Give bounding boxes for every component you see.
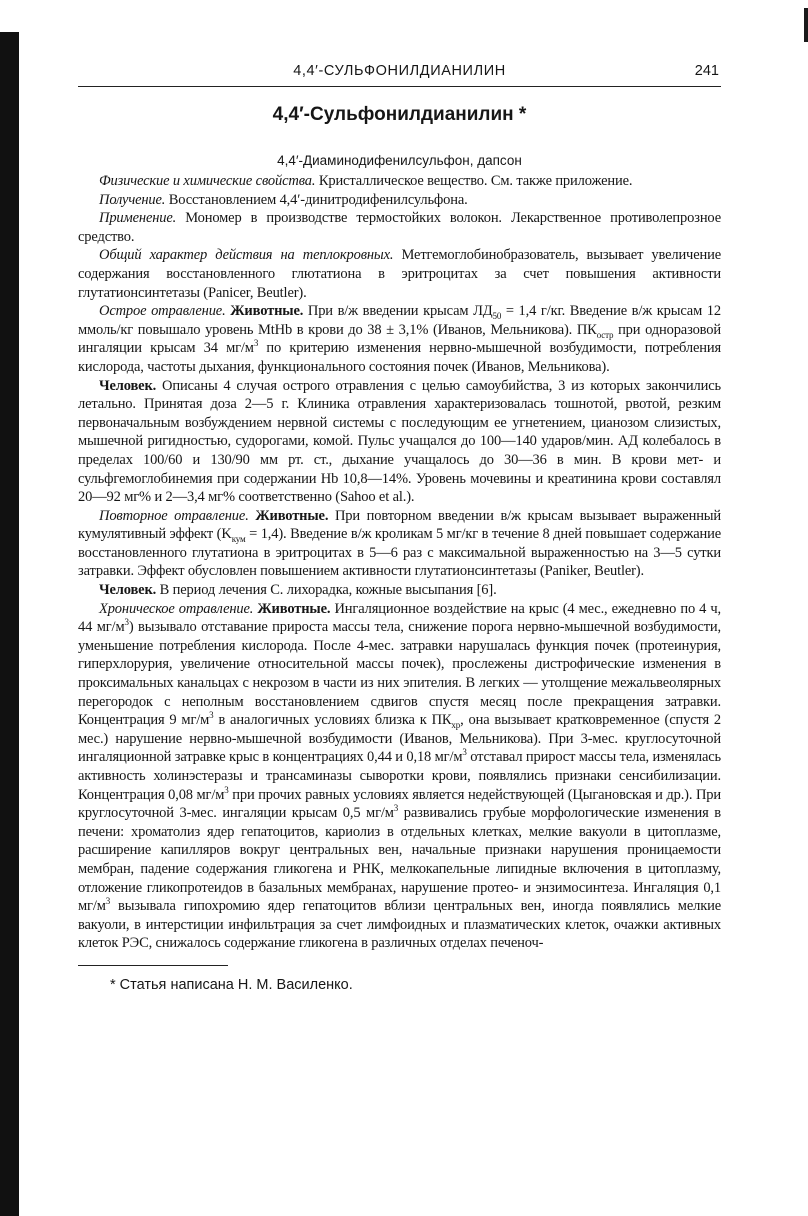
paragraph-properties [78,172,721,191]
paragraph-repeated-human [78,581,721,600]
scan-edge-shadow [0,32,19,1216]
scan-corner-mark [804,8,808,42]
subscript: хр [451,720,461,731]
paragraph-text: При в/ж введении крысам ЛД [303,303,493,320]
superscript: 3 [105,896,111,907]
footnote: * Статья написана Н. М. Василенко. [110,976,353,993]
paragraph-text: Кристаллическое вещество. См. также приложение. [315,173,633,189]
subscript: кум [231,534,246,545]
paragraph-production [78,191,721,210]
paragraph-text: при одноразовой ингаляции крысам 34 мг/м [78,321,721,357]
section-heading: Применение. [99,210,177,227]
paragraph-text: Ингаляционное воздействие на крыс (4 мес., ежедневно по 4 ч, 44 мг/м [78,600,721,636]
section-heading: Острое отравление. [99,303,226,320]
section-heading: Общий характер действия на теплокровных. [99,247,394,264]
paragraph-text: Восстановлением 4,4′-динитродифенилсульфона. [165,191,468,208]
synonyms-line: 4,4′-Диаминодифенилсульфон, дапсон [277,153,522,168]
section-heading: Физические и химические свойства. [99,173,316,189]
subject-label: Человек. [99,377,157,394]
paragraph-text: = 1,4 г/кг. Введение в/ж крысам 12 ммоль/кг повышало уровень MtHb в крови до 38 ± 3,1% (Иванов, Мельникова). ПК [78,303,721,338]
subject-label: Животные. [248,507,329,524]
paragraph-text: , она вызывает кратковременное (спустя 2 мес.) нарушение нервно-мышечной возбудимости (Иванов, Мельникова). При 3-мес. круглосуточной ингаляционной затравке крыс в концентрациях 0,44 и 0,18 мг/м [78,712,722,766]
paragraph-chronic-animals [78,600,721,953]
superscript: 3 [462,747,467,758]
book-page [78,56,721,993]
paragraph-text: вызывала гипохромию ядер гепатоцитов вблизи центральных вен, иногда появлялись мелкие вакуоли, в интерстиции инфильтрация за счет лимфоидных и плазматических клеток, очажки активных клеток РЭС, снижалось содержание гликогена в различных отделах печеноч- [78,898,721,952]
superscript: 3 [209,710,214,721]
subscript: 50 [492,311,502,322]
paragraph-acute-human [78,377,721,507]
superscript: 3 [224,784,229,795]
paragraph-repeated-animals [78,507,721,581]
paragraph-text: В период лечения С. лихорадка, кожные высыпания [6]. [156,582,497,599]
section-heading: Повторное отравление. [99,507,249,524]
superscript: 3 [393,803,399,814]
paragraph-text: ) вызывало отставание прироста массы тела, снижение порога нервно-мышечной возбудимости, уменьшение потребления кислорода. После 4-мес. затравки нарушалась функция почек (протеинурия, гиперхлорурия, увеличение относительной массы почек), прослежены дистрофические изменения в проксимальных канальцах с некрозом в части из них эпителия. В легких — утолщение межальвеолярных перегородок с неполным восстановлением сдвигов спустя месяц после прекращения затравки. Концентрация 9 мг/м [78,619,721,729]
paragraph-text: Мономер в производстве термостойких волокон. Лекарственное противолепрозное средство. [78,210,721,245]
running-header [78,56,721,87]
paragraph-text: при прочих равных условиях является недействующей (Цыгановская и др.). При круглосуточной 3-мес. ингаляции крысам 0,5 мг/м [78,786,721,822]
paragraph-text: отставал прирост массы тела, изменялась активность холинэстеразы и трансаминазы сыворотки крови, появлялись признаки сенсибилизации. Концентрация 0,08 мг/м [78,749,721,803]
paragraph-general-action [78,246,721,302]
section-heading: Получение. [99,191,166,208]
paragraph-text: Метгемоглобинобразователь, вызывает увеличение содержания восстановленного глютатиона в эритроцитах за счет повышения активности глутатионсинтетазы (Panicer, Beutler). [78,247,721,301]
paragraph-text: развивались грубые морфологические изменения в печени: хроматолиз ядер гепатоцитов, кариолиз в отдельных клетках, мелкие вакуоли в цитоплазме, расширение капилляров вокруг центральных вен, начальные признаки нарушения проницаемости мембран, падение содержания гликогена и РНК, мелкокапельные липидные включения в цитоплазму, отложение гликопротеидов в базальных мембранах, нарушение протео- и энзимосинтеза. Ингаляция 0,1 мг/м [78,805,721,915]
section-heading: Хроническое отравление. [99,600,254,617]
subject-label: Животные. [253,600,331,617]
paragraph-text: по критерию изменения нервно-мышечной возбудимости, потребления кислорода, частоты дыхания, функционального состояния почек (Иванов, Мельникова). [78,340,721,375]
superscript: 3 [124,617,129,628]
paragraph-text: = 1,4). Введение в/ж кроликам 5 мг/кг в течение 8 дней повышает содержание восстановленного глутатиона в эритроцитах в 5—6 раз с максимальной выраженностью на 3—5 сутки затравки. Эффект обусловлен повышением активности глутатионсинтетазы (Paniker, Beutler). [78,526,721,580]
subscript: остр [596,329,614,340]
paragraph-text: в аналогичных условиях близка к ПК [213,712,452,729]
footnote-divider [78,965,228,966]
article-title: 4,4′-Сульфонилдианилин * [272,104,527,125]
page-number: 241 [694,63,719,79]
paragraph-text: При повторном введении в/ж крысам вызывает выраженный кумулятивный эффект (K [78,507,722,543]
paragraph-text: Описаны 4 случая острого отравления с целью самоубийства, 3 из которых закончились летально. Принятая доза 2—5 г. Клиника отравления характеризовалась тошнотой, рвотой, резким первоначальным возбуждением нервной системы с последующим ее угнетением, цианозом слизистых, мышечной ригидностью, судорогами, комой. Пульс учащался до 100—140 ударов/мин. АД колебалось в пределах 100/60 и 130/90 мм рт. ст., дыхание учащалось до 30—36 в мин. В крови мет- и сульфгемоглобинемия при содержании Hb 10,8—14%. Уровень мочевины и креатинина крови составлял 20—92 мг% и 2—3,4 мг% соответственно (Sahoo et al.). [78,377,721,506]
subject-label: Животные. [225,303,304,320]
paragraph-acute-animals [78,302,721,376]
superscript: 3 [253,338,259,349]
paragraph-application [78,209,721,246]
running-title: 4,4′-СУЛЬФОНИЛДИАНИЛИН [293,63,506,79]
subject-label: Человек. [99,582,157,599]
